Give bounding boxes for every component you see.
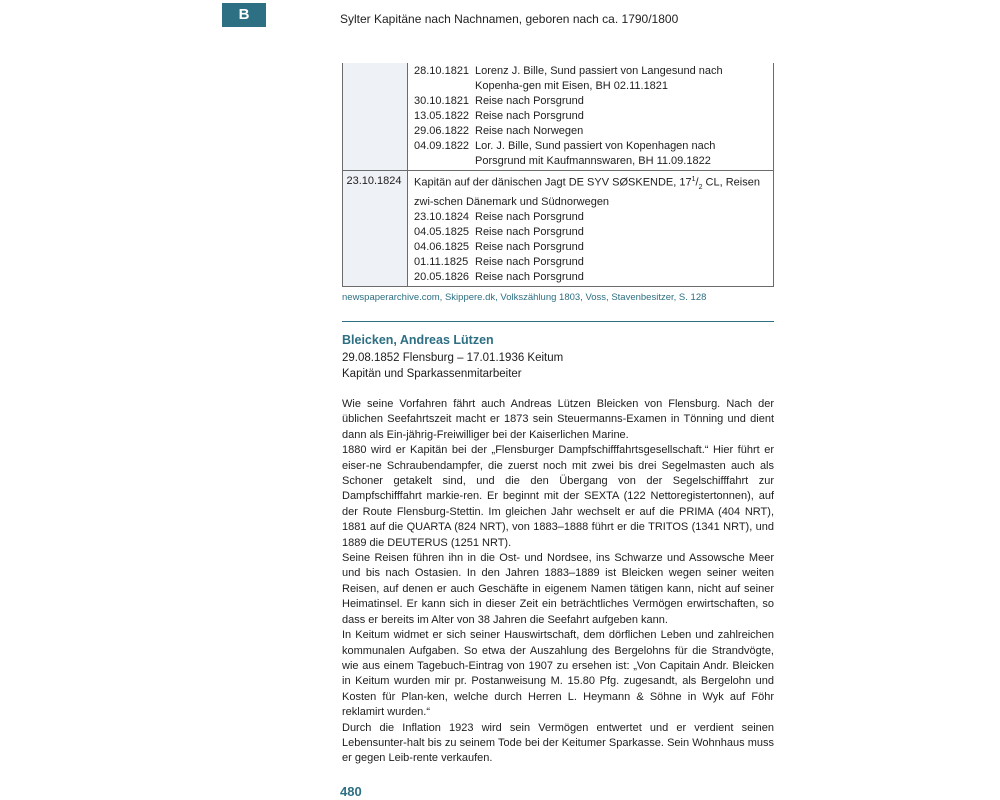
voyage-line <box>414 270 769 285</box>
bio-paragraph: In Keitum widmet er sich seiner Hauswirtschaft, dem dörflichen Leben und zahlreichen kommunalen Aufgaben. So etwa der Auszahlung des Bergelohns für die Strandvögte, wie aus einem Tagebuch-Eintrag von 1907 zu ersehen ist: „Von Capitain Andr. Bleicken in Keitum wurden mir pr. Postanweisung M. 15.80 Pfg. zugesandt, als Bergelohn und Kosten für Plan-ken, welche durch Herren L. Heymann & Söhne in Wyk auf Föhr reklamirt wurden.“ <box>342 629 774 719</box>
voyage-date: 28.10.1821 <box>414 65 470 77</box>
person-meta <box>342 350 563 382</box>
voyage-line <box>414 94 769 109</box>
voyage-date: 04.06.1825 <box>414 240 470 253</box>
section-divider <box>342 321 774 322</box>
table-row-entry <box>343 171 774 287</box>
voyage-date: 29.06.1822 <box>414 125 470 137</box>
entry-date-cell <box>343 171 408 287</box>
voyage-date: 13.05.1822 <box>414 110 470 122</box>
voyage-text: Lorenz J. Bille, Sund passiert von Langesund nach Kopenha-gen mit Eisen, BH 02.11.1821 <box>475 65 723 92</box>
voyage-line <box>414 255 769 270</box>
entry-date: 23.10.1824 <box>346 175 402 187</box>
bio-paragraph: Durch die Inflation 1923 wird sein Vermögen entwertet und er verdient seinen Lebensunter-halt bis zu seinem Tode bei der Keitumer Sparkasse. Sein Wohnhaus muss er gegen Leib-rente verkaufen. <box>342 721 774 765</box>
voyage-text: Reise nach Porsgrund <box>475 110 584 122</box>
table-row-continued <box>343 63 774 171</box>
voyage-date: 04.09.1822 <box>414 140 470 152</box>
voyage-line <box>414 124 769 139</box>
voyage-text: Lor. J. Bille, Sund passiert von Kopenhagen nach Porsgrund mit Kaufmannswaren, BH 11.09.1822 <box>475 140 716 167</box>
empty-date-cell <box>343 63 408 171</box>
person-life-dates: 29.08.1852 Flensburg – 17.01.1936 Keitum <box>342 352 564 364</box>
bio-paragraph: Wie seine Vorfahren fährt auch Andreas Lützen Bleicken von Flensburg. Nach der üblichen Seefahrtszeit macht er 1873 sein Steuermanns-Examen in Tönning und dient dann als Ein-jährig-Freiwilliger bei der Kaiserlichen Marine. <box>342 398 774 441</box>
person-role: Kapitän und Sparkassenmitarbeiter <box>342 368 522 380</box>
voyage-text: Reise nach Porsgrund <box>475 255 584 268</box>
voyage-text: Reise nach Porsgrund <box>475 95 584 107</box>
voyage-line <box>414 225 769 240</box>
entry-content <box>408 171 774 287</box>
section-letter-badge: B <box>222 3 266 27</box>
voyage-line <box>414 64 769 94</box>
voyage-date: 01.11.1825 <box>414 255 469 268</box>
bio-paragraph: Seine Reisen führen ihn in die Ost- und Nordsee, ins Schwarze und Assowsche Meer und bis nach Ostasien. In den Jahren 1883–1889 ist Bleicken wegen seiner weiten Reisen, auf denen er auch Geschäfte in eigenem Namen tätigen kann, nicht auf seiner Heimatinsel. Er kann sich in dieser Zeit ein beträchtliches Vermögen erwirtschaften, so dass er bereits im Alter von 38 Jahren die Seefahrt aufgeben kann. <box>342 552 774 626</box>
voyage-date: 23.10.1824 <box>414 210 470 223</box>
biography <box>342 397 774 767</box>
voyage-line <box>414 240 769 255</box>
entry-intro: Kapitän auf der dänischen Jagt DE SYV SØSKENDE, $17^1/_2$ CL, Reisen zwi-schen Dänemark und Südnorwegen <box>414 176 760 208</box>
voyage-text: Reise nach Norwegen <box>475 125 584 137</box>
page-number: 480 <box>340 784 362 799</box>
voyage-line <box>414 139 769 169</box>
voyage-text: Reise nach Porsgrund <box>475 240 584 253</box>
voyage-list <box>408 63 774 171</box>
running-header: Sylter Kapitäne nach Nachnamen, geboren nach ca. 1790/1800 <box>340 12 679 26</box>
voyage-table <box>342 63 774 287</box>
voyage-line <box>414 210 769 225</box>
voyage-date: 30.10.1821 <box>414 95 470 107</box>
bio-paragraph: 1880 wird er Kapitän bei der „Flensburger Dampfschifffahrtsgesellschaft.“ Hier führt er eiser-ne Schraubendampfer, die zuerst noch mit zwei bis drei Segelmasten auch als Schoner getakelt sind, und die den Übergang von der Segelschifffahrt zur Dampfschifffahrt markie-ren. Er beginnt mit der SEXTA (122 Nettoregistertonnen), auf der Route Flensburg-Stettin. Im gleichen Jahr wechselt er auf die PRIMA (404 NRT), 1881 auf die QUARTA (824 NRT), von 1883–1888 führt er die TRITOS (1341 NRT), und 1889 die DEUTERUS (1251 NRT). <box>342 444 774 549</box>
person-name: Bleicken, Andreas Lützen <box>342 333 494 347</box>
voyage-line <box>414 109 769 124</box>
voyage-text: Reise nach Porsgrund <box>475 270 584 283</box>
voyage-date: 20.05.1826 <box>414 270 470 283</box>
voyage-text: Reise nach Porsgrund <box>475 210 584 223</box>
sources-note: newspaperarchive.com, Skippere.dk, Volkszählung 1803, Voss, Stavenbesitzer, S. 128 <box>342 292 707 303</box>
voyage-date: 04.05.1825 <box>414 225 470 238</box>
voyage-text: Reise nach Porsgrund <box>475 225 584 238</box>
